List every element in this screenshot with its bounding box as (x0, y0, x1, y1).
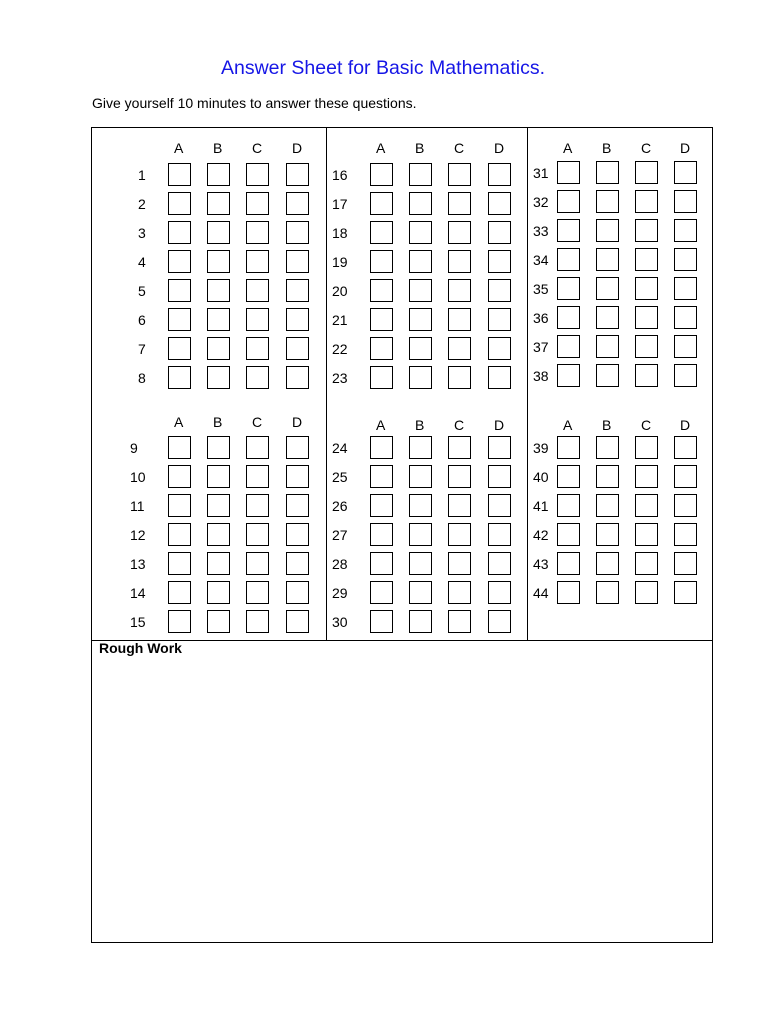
answer-box-22-d[interactable] (488, 337, 511, 360)
answer-box-43-d[interactable] (674, 552, 697, 575)
answer-box-8-c[interactable] (246, 366, 269, 389)
answer-box-23-d[interactable] (488, 366, 511, 389)
column-divider-2 (527, 128, 528, 641)
question-number: 31 (533, 165, 549, 181)
option-header-b: B (415, 140, 425, 156)
answer-box-40-a[interactable] (557, 465, 580, 488)
answer-box-12-c[interactable] (246, 523, 269, 546)
answer-box-2-c[interactable] (246, 192, 269, 215)
question-number: 14 (130, 585, 146, 601)
answer-box-26-c[interactable] (448, 494, 471, 517)
answer-box-3-b[interactable] (207, 221, 230, 244)
answer-box-15-d[interactable] (286, 610, 309, 633)
option-header-a: A (376, 140, 386, 156)
answer-box-36-b[interactable] (596, 306, 619, 329)
answer-box-3-c[interactable] (246, 221, 269, 244)
answer-box-42-c[interactable] (635, 523, 658, 546)
column-divider-1 (326, 128, 327, 641)
answer-box-41-d[interactable] (674, 494, 697, 517)
option-header-a: A (376, 417, 386, 433)
question-number: 32 (533, 194, 549, 210)
answer-box-39-d[interactable] (674, 436, 697, 459)
option-header-c: C (641, 417, 652, 433)
answer-box-21-d[interactable] (488, 308, 511, 331)
question-number: 1 (138, 167, 146, 183)
question-number: 40 (533, 469, 549, 485)
answer-box-43-a[interactable] (557, 552, 580, 575)
answer-box-25-d[interactable] (488, 465, 511, 488)
answer-box-9-a[interactable] (168, 436, 191, 459)
answer-box-29-b[interactable] (409, 581, 432, 604)
answer-box-24-d[interactable] (488, 436, 511, 459)
question-number: 22 (332, 341, 348, 357)
answer-box-28-d[interactable] (488, 552, 511, 575)
answer-box-24-a[interactable] (370, 436, 393, 459)
answer-box-1-d[interactable] (286, 163, 309, 186)
option-header-d: D (494, 140, 505, 156)
answer-box-17-d[interactable] (488, 192, 511, 215)
answer-box-16-d[interactable] (488, 163, 511, 186)
answer-box-17-a[interactable] (370, 192, 393, 215)
answer-box-40-d[interactable] (674, 465, 697, 488)
answer-box-7-a[interactable] (168, 337, 191, 360)
answer-box-17-c[interactable] (448, 192, 471, 215)
question-number: 4 (138, 254, 146, 270)
answer-box-1-c[interactable] (246, 163, 269, 186)
option-header-d: D (680, 140, 691, 156)
answer-box-18-d[interactable] (488, 221, 511, 244)
question-number: 21 (332, 312, 348, 328)
option-header-b: B (415, 417, 425, 433)
answer-box-26-b[interactable] (409, 494, 432, 517)
answer-box-44-c[interactable] (635, 581, 658, 604)
answer-box-28-b[interactable] (409, 552, 432, 575)
answer-box-10-c[interactable] (246, 465, 269, 488)
answer-box-15-a[interactable] (168, 610, 191, 633)
question-number: 43 (533, 556, 549, 572)
answer-box-23-b[interactable] (409, 366, 432, 389)
answer-box-36-d[interactable] (674, 306, 697, 329)
rough-work-area[interactable] (92, 661, 712, 942)
answer-box-2-d[interactable] (286, 192, 309, 215)
answer-box-29-d[interactable] (488, 581, 511, 604)
answer-box-35-b[interactable] (596, 277, 619, 300)
answer-box-11-b[interactable] (207, 494, 230, 517)
question-number: 2 (138, 196, 146, 212)
answer-box-24-c[interactable] (448, 436, 471, 459)
answer-box-32-d[interactable] (674, 190, 697, 213)
question-number: 13 (130, 556, 146, 572)
answer-box-33-d[interactable] (674, 219, 697, 242)
question-number: 8 (138, 370, 146, 386)
answer-box-27-d[interactable] (488, 523, 511, 546)
answer-box-27-c[interactable] (448, 523, 471, 546)
option-header-a: A (174, 140, 184, 156)
question-number: 17 (332, 196, 348, 212)
question-number: 33 (533, 223, 549, 239)
answer-box-5-a[interactable] (168, 279, 191, 302)
answer-box-10-d[interactable] (286, 465, 309, 488)
answer-box-6-d[interactable] (286, 308, 309, 331)
answer-box-3-d[interactable] (286, 221, 309, 244)
answer-box-14-c[interactable] (246, 581, 269, 604)
question-number: 35 (533, 281, 549, 297)
answer-box-2-a[interactable] (168, 192, 191, 215)
question-number: 9 (130, 440, 138, 456)
option-header-a: A (174, 414, 184, 430)
answer-box-11-a[interactable] (168, 494, 191, 517)
answer-box-15-c[interactable] (246, 610, 269, 633)
option-header-c: C (641, 140, 652, 156)
answer-box-38-c[interactable] (635, 364, 658, 387)
answer-box-44-a[interactable] (557, 581, 580, 604)
question-number: 7 (138, 341, 146, 357)
answer-box-3-a[interactable] (168, 221, 191, 244)
answer-box-6-a[interactable] (168, 308, 191, 331)
answer-box-44-b[interactable] (596, 581, 619, 604)
answer-box-20-c[interactable] (448, 279, 471, 302)
answer-box-25-a[interactable] (370, 465, 393, 488)
answer-box-29-c[interactable] (448, 581, 471, 604)
answer-box-9-d[interactable] (286, 436, 309, 459)
answer-box-34-b[interactable] (596, 248, 619, 271)
answer-box-33-a[interactable] (557, 219, 580, 242)
answer-box-30-b[interactable] (409, 610, 432, 633)
option-header-a: A (563, 140, 573, 156)
answer-box-4-c[interactable] (246, 250, 269, 273)
answer-box-34-d[interactable] (674, 248, 697, 271)
answer-box-1-b[interactable] (207, 163, 230, 186)
answer-box-39-a[interactable] (557, 436, 580, 459)
option-header-d: D (680, 417, 691, 433)
question-number: 37 (533, 339, 549, 355)
answer-box-22-c[interactable] (448, 337, 471, 360)
answer-box-39-b[interactable] (596, 436, 619, 459)
answer-box-2-b[interactable] (207, 192, 230, 215)
answer-box-38-d[interactable] (674, 364, 697, 387)
answer-box-16-b[interactable] (409, 163, 432, 186)
answer-box-32-a[interactable] (557, 190, 580, 213)
answer-box-35-c[interactable] (635, 277, 658, 300)
answer-box-16-c[interactable] (448, 163, 471, 186)
option-header-b: B (602, 417, 612, 433)
option-header-d: D (292, 140, 303, 156)
question-number: 16 (332, 167, 348, 183)
answer-box-32-b[interactable] (596, 190, 619, 213)
answer-box-20-b[interactable] (409, 279, 432, 302)
answer-box-38-b[interactable] (596, 364, 619, 387)
answer-box-27-b[interactable] (409, 523, 432, 546)
answer-box-14-a[interactable] (168, 581, 191, 604)
answer-box-31-d[interactable] (674, 161, 697, 184)
answer-box-34-c[interactable] (635, 248, 658, 271)
answer-box-36-a[interactable] (557, 306, 580, 329)
question-number: 24 (332, 440, 348, 456)
answer-box-8-d[interactable] (286, 366, 309, 389)
question-number: 15 (130, 614, 146, 630)
answer-box-37-d[interactable] (674, 335, 697, 358)
answer-box-7-d[interactable] (286, 337, 309, 360)
answer-box-26-d[interactable] (488, 494, 511, 517)
answer-box-31-b[interactable] (596, 161, 619, 184)
answer-box-5-b[interactable] (207, 279, 230, 302)
rough-work-label: Rough Work (99, 640, 182, 656)
answer-box-28-a[interactable] (370, 552, 393, 575)
answer-box-36-c[interactable] (635, 306, 658, 329)
answer-box-4-a[interactable] (168, 250, 191, 273)
option-header-b: B (213, 140, 223, 156)
answer-box-21-a[interactable] (370, 308, 393, 331)
answer-box-4-d[interactable] (286, 250, 309, 273)
question-number: 34 (533, 252, 549, 268)
answer-box-32-c[interactable] (635, 190, 658, 213)
question-number: 30 (332, 614, 348, 630)
answer-box-33-b[interactable] (596, 219, 619, 242)
answer-box-11-d[interactable] (286, 494, 309, 517)
answer-box-19-b[interactable] (409, 250, 432, 273)
answer-box-43-b[interactable] (596, 552, 619, 575)
answer-box-13-d[interactable] (286, 552, 309, 575)
question-number: 12 (130, 527, 146, 543)
answer-box-21-c[interactable] (448, 308, 471, 331)
question-number: 26 (332, 498, 348, 514)
answer-box-31-c[interactable] (635, 161, 658, 184)
answer-box-9-b[interactable] (207, 436, 230, 459)
answer-box-4-b[interactable] (207, 250, 230, 273)
answer-box-21-b[interactable] (409, 308, 432, 331)
answer-box-6-b[interactable] (207, 308, 230, 331)
answer-box-19-a[interactable] (370, 250, 393, 273)
answer-box-8-b[interactable] (207, 366, 230, 389)
answer-box-28-c[interactable] (448, 552, 471, 575)
answer-box-15-b[interactable] (207, 610, 230, 633)
answer-box-14-b[interactable] (207, 581, 230, 604)
question-number: 11 (130, 498, 145, 514)
answer-box-16-a[interactable] (370, 163, 393, 186)
question-number: 18 (332, 225, 348, 241)
answer-box-5-c[interactable] (246, 279, 269, 302)
instructions-text: Give yourself 10 minutes to answer these questions. (92, 95, 417, 111)
answer-box-42-a[interactable] (557, 523, 580, 546)
option-header-b: B (213, 414, 223, 430)
page-title: Answer Sheet for Basic Mathematics. (220, 57, 546, 79)
answer-box-31-a[interactable] (557, 161, 580, 184)
rough-work-divider (92, 640, 712, 641)
answer-box-1-a[interactable] (168, 163, 191, 186)
answer-box-12-a[interactable] (168, 523, 191, 546)
answer-box-43-c[interactable] (635, 552, 658, 575)
answer-box-30-a[interactable] (370, 610, 393, 633)
option-header-c: C (454, 140, 465, 156)
question-number: 41 (533, 498, 549, 514)
answer-box-14-d[interactable] (286, 581, 309, 604)
option-header-d: D (494, 417, 505, 433)
answer-box-29-a[interactable] (370, 581, 393, 604)
question-number: 20 (332, 283, 348, 299)
question-number: 19 (332, 254, 348, 270)
answer-box-23-a[interactable] (370, 366, 393, 389)
answer-box-18-a[interactable] (370, 221, 393, 244)
answer-box-34-a[interactable] (557, 248, 580, 271)
answer-box-33-c[interactable] (635, 219, 658, 242)
answer-box-30-d[interactable] (488, 610, 511, 633)
answer-box-12-d[interactable] (286, 523, 309, 546)
question-number: 28 (332, 556, 348, 572)
question-number: 25 (332, 469, 348, 485)
option-header-c: C (252, 414, 263, 430)
option-header-c: C (454, 417, 465, 433)
answer-box-20-a[interactable] (370, 279, 393, 302)
answer-box-24-b[interactable] (409, 436, 432, 459)
answer-box-13-c[interactable] (246, 552, 269, 575)
answer-box-7-c[interactable] (246, 337, 269, 360)
option-header-a: A (563, 417, 573, 433)
answer-box-40-b[interactable] (596, 465, 619, 488)
answer-box-25-c[interactable] (448, 465, 471, 488)
option-header-c: C (252, 140, 263, 156)
answer-box-30-c[interactable] (448, 610, 471, 633)
answer-box-12-b[interactable] (207, 523, 230, 546)
answer-box-40-c[interactable] (635, 465, 658, 488)
answer-box-18-c[interactable] (448, 221, 471, 244)
answer-box-18-b[interactable] (409, 221, 432, 244)
answer-box-13-b[interactable] (207, 552, 230, 575)
answer-box-19-d[interactable] (488, 250, 511, 273)
answer-box-25-b[interactable] (409, 465, 432, 488)
question-number: 29 (332, 585, 348, 601)
question-number: 23 (332, 370, 348, 386)
answer-box-39-c[interactable] (635, 436, 658, 459)
answer-box-6-c[interactable] (246, 308, 269, 331)
question-number: 44 (533, 585, 549, 601)
answer-box-20-d[interactable] (488, 279, 511, 302)
question-number: 42 (533, 527, 549, 543)
answer-box-22-b[interactable] (409, 337, 432, 360)
question-number: 5 (138, 283, 146, 299)
answer-box-35-d[interactable] (674, 277, 697, 300)
answer-box-13-a[interactable] (168, 552, 191, 575)
answer-box-41-a[interactable] (557, 494, 580, 517)
question-number: 27 (332, 527, 348, 543)
question-number: 6 (138, 312, 146, 328)
answer-box-7-b[interactable] (207, 337, 230, 360)
question-number: 3 (138, 225, 146, 241)
question-number: 38 (533, 368, 549, 384)
answer-box-19-c[interactable] (448, 250, 471, 273)
answer-box-44-d[interactable] (674, 581, 697, 604)
option-header-d: D (292, 414, 303, 430)
answer-box-10-b[interactable] (207, 465, 230, 488)
answer-box-35-a[interactable] (557, 277, 580, 300)
answer-box-11-c[interactable] (246, 494, 269, 517)
question-number: 10 (130, 469, 146, 485)
answer-box-10-a[interactable] (168, 465, 191, 488)
answer-box-38-a[interactable] (557, 364, 580, 387)
question-number: 39 (533, 440, 549, 456)
answer-box-8-a[interactable] (168, 366, 191, 389)
answer-box-27-a[interactable] (370, 523, 393, 546)
answer-box-22-a[interactable] (370, 337, 393, 360)
answer-box-41-b[interactable] (596, 494, 619, 517)
answer-box-26-a[interactable] (370, 494, 393, 517)
answer-box-5-d[interactable] (286, 279, 309, 302)
answer-box-17-b[interactable] (409, 192, 432, 215)
answer-box-23-c[interactable] (448, 366, 471, 389)
answer-box-37-a[interactable] (557, 335, 580, 358)
answer-box-37-b[interactable] (596, 335, 619, 358)
option-header-b: B (602, 140, 612, 156)
answer-box-9-c[interactable] (246, 436, 269, 459)
answer-box-41-c[interactable] (635, 494, 658, 517)
question-number: 36 (533, 310, 549, 326)
answer-box-42-b[interactable] (596, 523, 619, 546)
answer-box-37-c[interactable] (635, 335, 658, 358)
answer-box-42-d[interactable] (674, 523, 697, 546)
